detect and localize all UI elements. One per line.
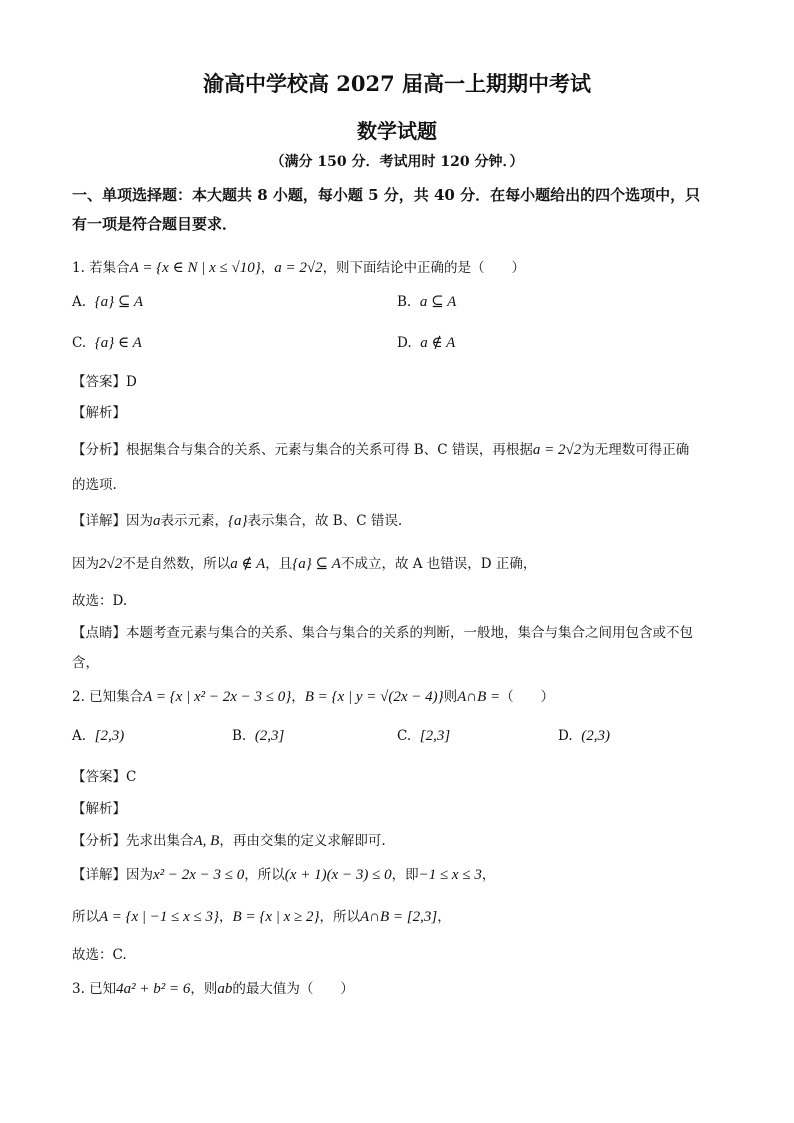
q2-option-d (558, 728, 610, 745)
option-expr: [2,3) (94, 728, 125, 744)
detail-text: ， (219, 909, 233, 925)
q1-stem-suffix: ，则下面结论中正确的是（ ） (322, 260, 526, 276)
fenxi-expr: A, B (193, 833, 220, 849)
q3-expr1: 4a² + b² = 6 (116, 981, 191, 997)
q2-fenxi (72, 829, 386, 850)
q1-option-d (397, 333, 455, 352)
q3-stem (72, 977, 354, 998)
detail-expr: 2√2 (99, 556, 123, 572)
q3-stem-suffix: 的最大值为（ ） (232, 981, 354, 997)
option-expr: [2,3] (419, 728, 451, 744)
detail-text: 表示元素， (160, 513, 228, 529)
option-label: A. (72, 294, 87, 310)
fenxi-expr: a = 2√2 (532, 442, 582, 458)
q2-stem-prefix: 2. 已知集合 (72, 689, 144, 705)
detail-expr: {a} ⊆ A (292, 556, 341, 572)
detail-text: 【详解】因为 (72, 513, 153, 529)
option-expr: a ∉ A (420, 335, 456, 351)
q1-stem (72, 256, 525, 277)
q2-option-c (397, 728, 450, 745)
q1-detail-line2 (72, 552, 536, 573)
detail-text: 因为 (72, 556, 99, 572)
detail-text: ，即 (391, 867, 419, 883)
fenxi-text: ，再由交集的定义求解即可. (219, 833, 386, 849)
fenxi-text-end: 为无理数可得正确 (581, 442, 690, 458)
q2-option-a (72, 728, 124, 745)
detail-expr: A∩B = [2,3] (360, 909, 438, 925)
fenxi-text: 【分析】根据集合与集合的关系、元素与集合的关系可得 B、C 错误，再根据 (72, 442, 533, 458)
q2-choose: 故选：C. (72, 947, 127, 963)
q3-stem-prefix: 3. 已知 (72, 981, 117, 997)
detail-text: ，且 (265, 556, 293, 572)
detail-text: 不成立，故 A 也错误，D 正确， (340, 556, 537, 572)
q1-fenxi (72, 438, 689, 459)
q2-stem-suffix: （ ） (500, 689, 555, 705)
section-heading-line1: 一、单项选择题：本大题共 8 小题，每小题 5 分，共 40 分．在每小题给出的四个选项中，只 (72, 186, 701, 204)
option-label: B. (232, 728, 247, 744)
detail-expr: (x + 1)(x − 3) ≤ 0 (284, 867, 392, 883)
q1-option-b (397, 292, 456, 311)
q1-answer: 【答案】D (72, 374, 137, 390)
q2-stem (72, 685, 554, 706)
q1-comment-line2: 含， (72, 655, 99, 671)
q1-comment-line1: 【点睛】本题考查元素与集合的关系、集合与集合的关系的判断，一般地，集合与集合之间用包含或不包 (72, 625, 693, 641)
detail-expr: −1 ≤ x ≤ 3 (418, 867, 482, 883)
q1-set-expr: A = {x ∈ N | x ≤ √10} (129, 260, 261, 276)
detail-expr: {a} (228, 513, 248, 529)
detail-expr: A = {x | −1 ≤ x ≤ 3} (99, 909, 220, 925)
q1-stem-prefix: 1. 若集合 (72, 260, 130, 276)
option-expr: (2,3) (581, 728, 610, 744)
detail-text: 表示集合，故 B、C 错误. (247, 513, 403, 529)
q2-intersect: A∩B = (457, 689, 501, 705)
exam-info: （满分 150 分．考试用时 120 分钟．） (270, 154, 524, 170)
option-label: D. (558, 728, 573, 744)
detail-text: ，所以 (244, 867, 285, 883)
detail-text: ， (481, 867, 496, 883)
detail-expr: B = {x | x ≥ 2} (232, 909, 320, 925)
option-label: D. (397, 335, 412, 351)
q2-answer: 【答案】C (72, 769, 137, 785)
detail-expr: x² − 2x − 3 ≤ 0 (153, 867, 245, 883)
q1-choose: 故选：D. (72, 593, 128, 609)
q2-detail-line2 (72, 905, 451, 926)
option-expr: {a} ∈ A (94, 335, 142, 351)
q2-set-b: B = {x | y = √(2x − 4)} (304, 689, 444, 705)
subject-title: 数学试题 (357, 119, 437, 143)
q2-set-a: A = {x | x² − 2x − 3 ≤ 0} (143, 689, 292, 705)
q1-option-a (72, 292, 143, 311)
q1-a-expr: a = 2√2 (274, 260, 323, 276)
q1-stem-mid: ， (260, 260, 275, 276)
option-expr: a ⊆ A (419, 294, 457, 310)
detail-expr: a ∉ A (230, 556, 266, 572)
detail-text: ， (437, 909, 451, 925)
option-label: C. (72, 335, 87, 351)
fenxi-text: 【分析】先求出集合 (72, 833, 194, 849)
q1-analysis-title: 【解析】 (72, 405, 126, 421)
detail-text: 不是自然数，所以 (122, 556, 231, 572)
detail-text: 【详解】因为 (72, 867, 153, 883)
q3-mid: ，则 (190, 981, 218, 997)
q2-sep: ， (291, 689, 305, 705)
section-heading-line2: 有一项是符合题目要求． (72, 215, 238, 233)
option-label: A. (72, 728, 87, 744)
detail-text: 所以 (72, 909, 99, 925)
q3-expr2: ab (217, 981, 233, 997)
option-label: B. (397, 294, 412, 310)
option-expr: (2,3] (254, 728, 285, 744)
q1-fenxi-line2: 的选项. (72, 477, 117, 493)
exam-title: 渝高中学校高 2027 届高一上期期中考试 (202, 71, 592, 96)
q2-analysis-title: 【解析】 (72, 801, 126, 817)
detail-expr: a (153, 513, 161, 529)
q2-then: 则 (443, 689, 458, 705)
q1-option-c (72, 333, 142, 352)
q2-option-b (232, 728, 284, 745)
option-expr: {a} ⊆ A (94, 294, 144, 310)
q2-detail-line1 (72, 863, 495, 884)
q1-detail-line1 (72, 509, 402, 530)
detail-text: ，所以 (319, 909, 360, 925)
option-label: C. (397, 728, 412, 744)
